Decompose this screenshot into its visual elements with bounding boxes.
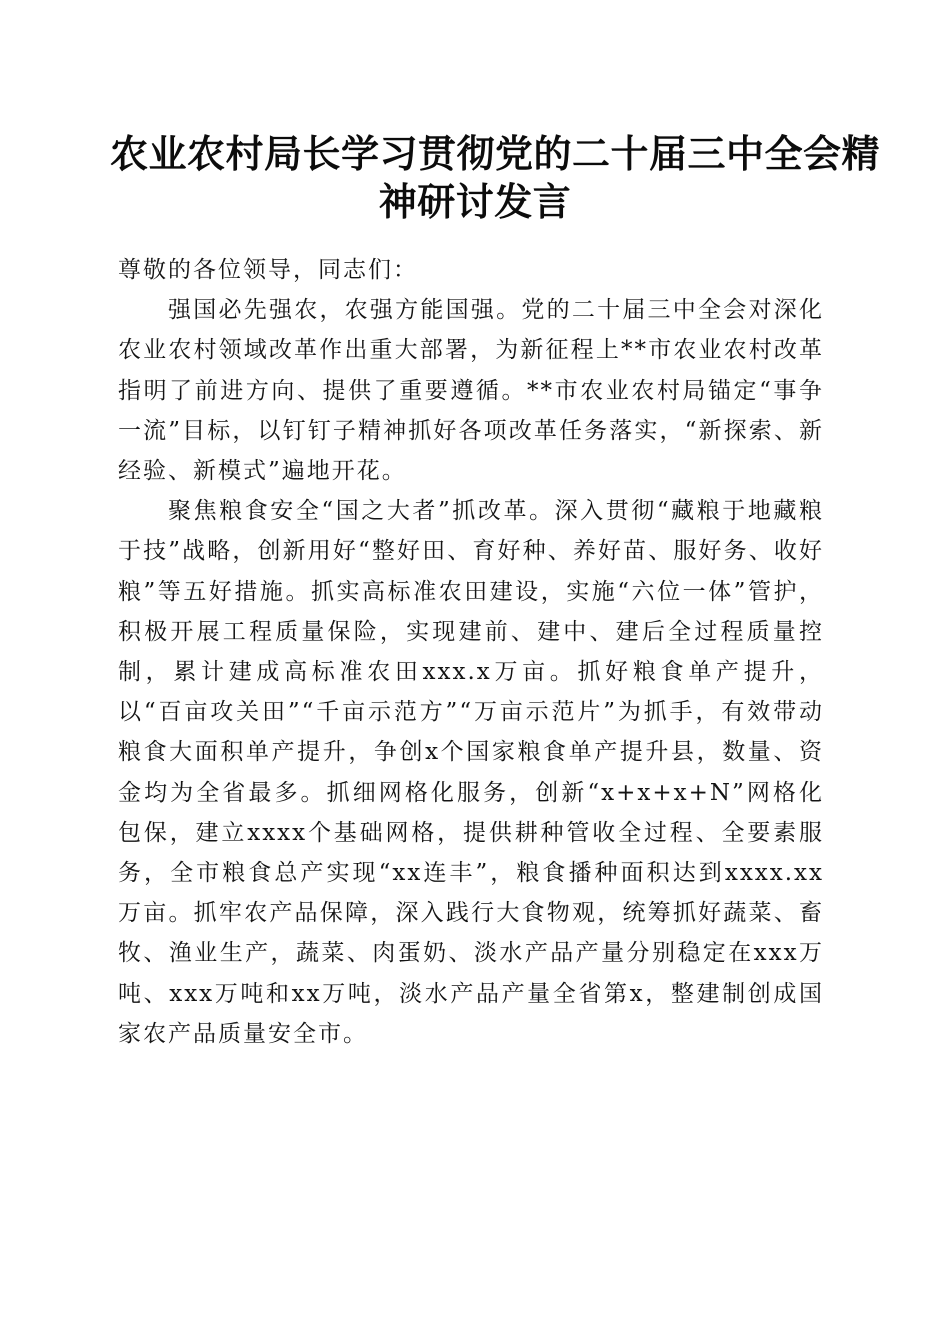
paragraph-intro: 强国必先强农，农强方能国强。党的二十届三中全会对深化农业农村领域改革作出重大部署，为新征程上**市农业农村改革指明了前进方向、提供了重要遵循。**市农业农村局锚定“事争一流”目标，以钉钉子精神抓好各项改革任务落实，“新探索、新经验、新模式”遍地开花。 — [118, 297, 824, 485]
document-title — [110, 130, 881, 226]
title-line-2: 神研讨发言 — [378, 180, 572, 224]
salutation: 尊敬的各位领导，同志们： — [118, 257, 418, 283]
document-body — [118, 250, 824, 1054]
title-line-1: 农业农村局长学习贯彻党的二十届三中全会精 — [110, 132, 881, 176]
paragraph-grain-security: 聚焦粮食安全“国之大者”抓改革。深入贯彻“藏粮于地藏粮于技”战略，创新用好“整好田、育好种、养好苗、服好务、收好粮”等五好措施。抓实高标准农田建设，实施“六位一体”管护，积极开展工程质量保险，实现建前、建中、建后全过程质量控制，累计建成高标准农田xxx.x万亩。抓好粮食单产提升，以“百亩攻关田”“千亩示范方”“万亩示范片”为抓手，有效带动粮食大面积单产提升，争创x个国家粮食单产提升县，数量、资金均为全省最多。抓细网格化服务，创新“x+x+x+N”网格化包保，建立xxxx个基础网格，提供耕种管收全过程、全要素服务，全市粮食总产实现“xx连丰”，粮食播种面积达到xxxx.xx万亩。抓牢农产品保障，深入践行大食物观，统筹抓好蔬菜、畜牧、渔业生产，蔬菜、肉蛋奶、淡水产品产量分别稳定在xxx万吨、xxx万吨和xx万吨，淡水产品产量全省第x，整建制创成国家农产品质量安全市。 — [118, 498, 824, 1047]
